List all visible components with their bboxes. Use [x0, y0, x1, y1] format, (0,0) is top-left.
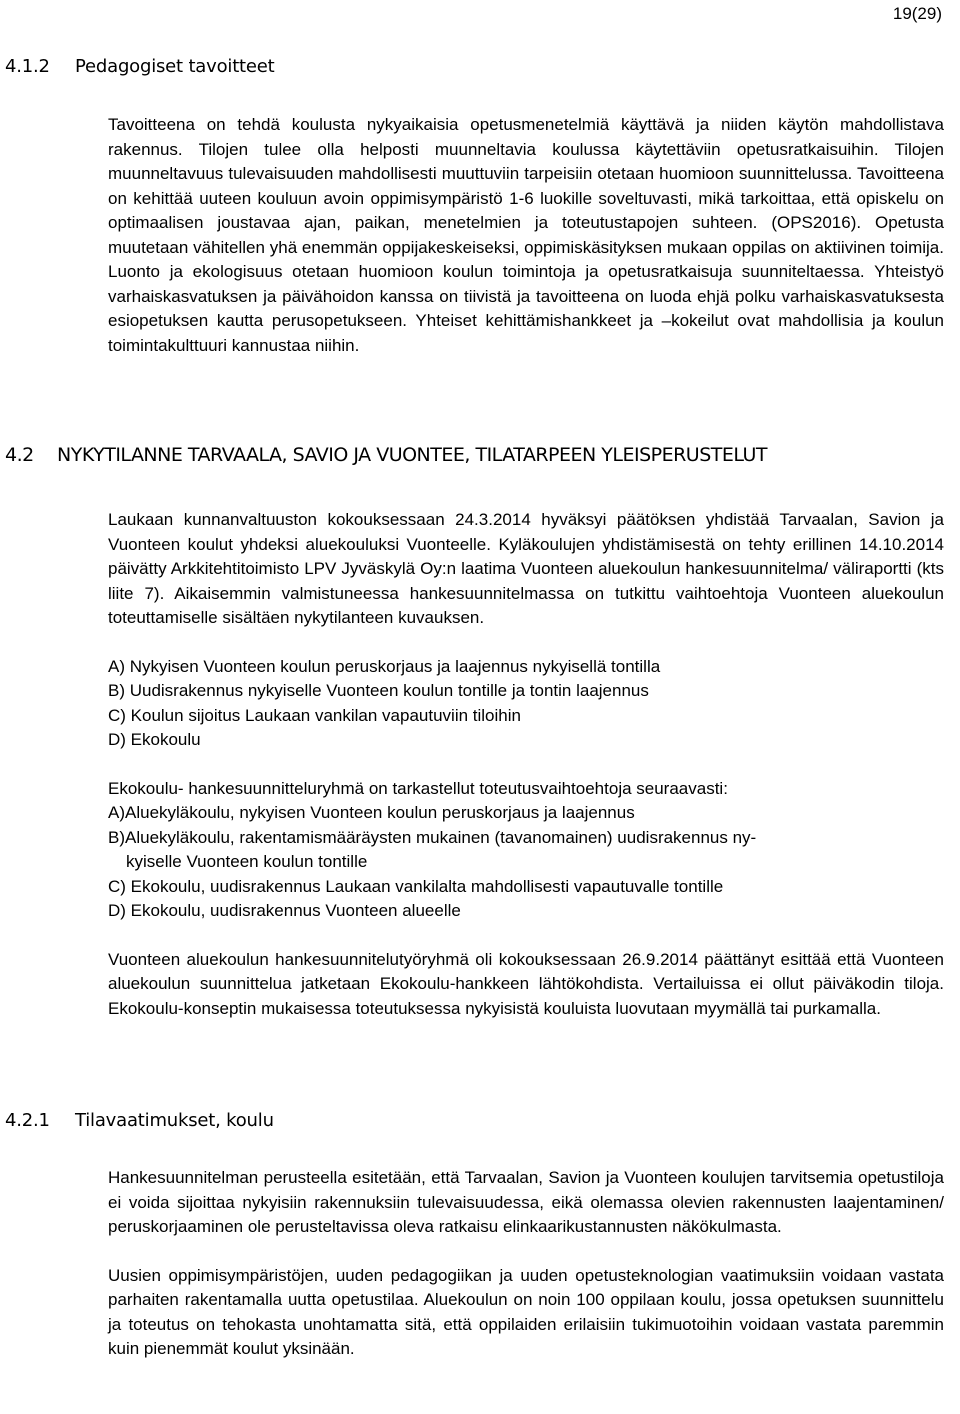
section-number: 4.2.1	[5, 1110, 50, 1131]
list-item-text: C) Ekokoulu, uudisrakennus Laukaan vankilalta mahdollisesti vapautuvalle tontille	[108, 876, 724, 896]
page-number: 19(29)	[892, 4, 942, 23]
group-intro: Ekokoulu- hankesuunnitteluryhmä on tarkastellut toteutusvaihtoehtoja seuraavasti:	[108, 778, 728, 798]
list-item: B) Uudisrakennus nykyiselle Vuonteen koulun tontille ja tontin laajennus	[108, 681, 649, 700]
list-item-continuation: kyiselle Vuonteen koulun tontille	[126, 852, 368, 871]
section-title: Tilavaatimukset, koulu	[75, 1110, 274, 1131]
list-item: D) Ekokoulu	[108, 730, 201, 749]
section-title: Pedagogiset tavoitteet	[75, 56, 275, 77]
section-title: NYKYTILANNE TARVAALA, SAVIO JA VUONTEE, TILATARPEEN YLEISPERUSTELUT	[57, 444, 768, 466]
section-heading-4-1-2	[5, 56, 275, 77]
list-item	[108, 875, 944, 900]
list-item-text: D) Ekokoulu, uudisrakennus Vuonteen alueelle	[108, 901, 461, 920]
list-item: C) Koulun sijoitus Laukaan vankilan vapautuviin tiloihin	[108, 705, 521, 725]
section-body-4-2-1	[108, 1166, 944, 1362]
options-list	[108, 655, 944, 753]
list-item	[108, 826, 944, 875]
list-item	[108, 899, 944, 924]
conclusion-paragraph: Vuonteen aluekoulun hankesuunnitelutyöryhmä oli kokouksessaan 26.9.2014 päättänyt esittää että Vuonteen aluekoulun suunnittelua jatketaan Ekokoulu-hankkeen lähtökohdista. Vertailuissa ei ollut päiväkodin tiloja. Ekokoulu-konseptin mukaisessa toteutuksessa nykyisistä kouluista luovutaan myymällä tai purkamalla.	[108, 949, 944, 1018]
section-body-4-2	[108, 508, 944, 1021]
list-item-text: B)Aluekyläkoulu, rakentamismääräysten mukainen (tavanomainen) uudisrakennus ny-	[108, 827, 757, 847]
group-options-list	[108, 801, 944, 924]
paragraph: Tavoitteena on tehdä koulusta nykyaikaisia opetusmenetelmiä käyttävä ja niiden käytön mahdollistava rakennus. Tilojen tulee olla helposti muunneltavia koulussa käytettäviin opetusratkaisuihin. Tilojen muunneltavuus tulevaisuuden mahdollisesti muuttuviin tarpeisiin otetaan huomioon suunnittelussa. Tavoitteena on kehittää uuteen kouluun avoin oppimisympäristö 1-6 luokille soveltuvasti, mikä tarkoittaa, että opiskelu on optimaalisen joustavaa ajan, paikan, menetelmien ja toteutustapojen suhteen. (OPS2016). Opetusta muutetaan vähitellen yhä enemmän oppijakeskeiseksi, oppimiskäsityksen mukaan oppilas on aktiivinen toimija. Luonto ja ekologisuus otetaan huomioon koulun toimintoja ja opetusratkaisuja suunniteltaessa. Yhteistyö varhaiskasvatuksen ja päivähoidon kanssa on tiivistä ja tavoitteena on luoda ehjä polku varhaiskasvatuksesta esiopetuksen kautta perusopetukseen. Yhteiset kehittämishankkeet ja –kokeilut ovat mahdollisia ja koulun toimintakulttuuri kannustaa niihin.	[108, 115, 944, 355]
intro-paragraph: Laukaan kunnanvaltuuston kokouksessaan 24.3.2014 hyväksyi päätöksen yhdistää Tarvaalan, Savion ja Vuonteen koulut yhdeksi aluekouluksi Vuonteelle. Kyläkoulujen yhdistämisestä on tehty erillinen 14.10.2014 päivätty Arkkitehtitoimisto LPV Jyväskylä Oy:n laatima Vuonteen aluekoulun hankesuunnitelma/ väliraportti (kts liite 7). Aikaisemmin valmistuneessa hankesuunnitelmassa on tutkittu vaihtoehtoja Vuonteen aluekoulun toteuttamiselle sisältäen nykytilanteen kuvauksen.	[108, 510, 944, 627]
section-heading-4-2-1	[5, 1110, 274, 1131]
list-item: A) Nykyisen Vuonteen koulun peruskorjaus ja laajennus nykyisellä tontilla	[108, 656, 661, 676]
list-item-text: A)Aluekyläkoulu, nykyisen Vuonteen koulun peruskorjaus ja laajennus	[108, 803, 635, 822]
section-number: 4.1.2	[5, 56, 50, 77]
section-heading-4-2	[5, 444, 767, 466]
section-number: 4.2	[5, 444, 34, 466]
paragraph: Uusien oppimisympäristöjen, uuden pedagogiikan ja uuden opetusteknologian vaatimuksiin voidaan vastata parhaiten rakentamalla uutta opetustilaa. Aluekoulun on noin 100 oppilaan koulu, jossa opetuksen suunnittelu ja toteutus on tehokasta unohtamatta sitä, että oppilaiden erilaisiin tukimuotoihin voidaan vastata paremmin kuin pienemmät koulut yksinään.	[108, 1265, 944, 1358]
paragraph: Hankesuunnitelman perusteella esitetään, että Tarvaalan, Savion ja Vuonteen koulujen tarvitsemia opetustiloja ei voida sijoittaa nykyisiin rakennuksiin tulevaisuudessa, eikä olemassa olevien rakennusten laajentaminen/ peruskorjaaminen ole perusteltavissa oleva ratkaisu elinkaarikustannusten näkökulmasta.	[108, 1168, 944, 1236]
section-body-4-1-2	[108, 113, 944, 358]
list-item	[108, 801, 944, 826]
